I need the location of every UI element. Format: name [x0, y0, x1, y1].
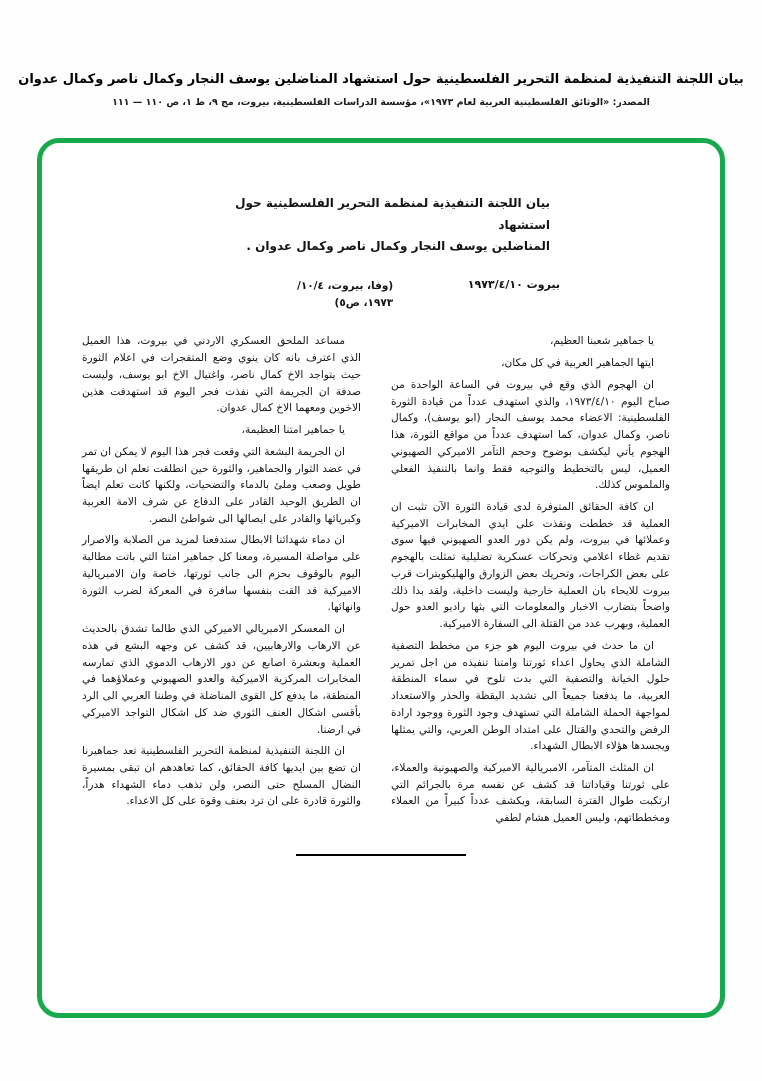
bottom-rule	[296, 854, 466, 856]
paragraph: ان اللجنة التنفيذية لمنظمة التحرير الفلسطينية تعد جماهيرنا ان تضع بين ايديها كافة الحقائق، كما تعاهدهم ان تبقى بمسيرة النضال المسلح حتى النصر، ولن تذهب دماء الشهداء هدراً، والثورة قادرة على ان ترد بعنف وقوة على كل الاعداء.	[82, 745, 361, 808]
page-title: بيان اللجنة التنفيذية لمنظمة التحرير الفلسطينية حول استشهاد المناضلين يوسف النجار وكمال ناصر وكمال عدوان	[18, 72, 744, 87]
dateline-place-date: بيروت ١٩٧٣/٤/١٠	[467, 277, 560, 291]
paragraph: ان المثلث المتآمر، الامبريالية الاميركية والصهيونية والعملاء، على ثورتنا وقياداتنا قد كشف عن نفسه مرة بالجرائم التي ارتكبت طوال الفترة السابقة، ويكشف عدداً كبيراً من العملاء ومخططاتهم، وليس العميل هشام لطفي	[391, 762, 670, 825]
paragraph: مساعد الملحق العسكري الاردني في بيروت، هذا العميل الذي اعترف بانه كان ينوي وضع المتفجرات في اعلام الثورة حيث يتواجد الاخ كمال ناصر، واغتيال الاخ ابو يوسف، وليست صدفة ان الجريمة التي نفذت فجر اليوم قد استهدفت هذين الاخوين ومعهما الاخ كمال عدوان.	[82, 335, 361, 415]
dateline-agency-line-1: (وفا، بيروت، ١٠/٤/	[297, 279, 394, 292]
dateline-agency-line-2: ١٩٧٣، ص٥)	[334, 296, 394, 309]
paragraph: ان الجريمة البشعة التي وقعت فجر هذا اليوم لا يمكن ان تمر في عضد الثوار والجماهير، والثورة حين انطلقت تعلم ان طريقها طويل وصعب وملئ بالدماء والتضحيات، ولكنها كانت تعلم ايضاً ان الطريق الوحيد القادر على الدفاع عن شرف الامة العربية وكبريائها والقادر على ايصالها الى شواطئ النصر.	[82, 445, 361, 525]
column-right	[391, 333, 670, 832]
paragraph: ان الهجوم الذي وقع في بيروت في الساعة الواحدة من صباح اليوم ١٩٧٣/٤/١٠، والذي استهدف عدداً من قيادة الثورة الفلسطينية: الاعضاء محمد يوسف النجار (ابو يوسف)، وكمال ناصر، وكمال عدوان، كما استهدف عدداً من مواقع الثورة، هذا الهجوم يأتي ليكشف بوضوح وحجم التآمر الاميركي الصهيوني العميل، ليس بالتخطيط والتوجيه فقط وانما بالتنفيذ الفعلي والملموس كذلك.	[391, 378, 670, 492]
source-line: المصدر: «الوثائق الفلسطينية العربية لعام ١٩٧٣»، مؤسسة الدراسات الفلسطينية، بيروت، مج ٩، ط ١، ص ١١٠ — ١١١	[112, 97, 650, 108]
paragraph: يا جماهير شعبنا العظيم،	[549, 335, 654, 348]
paragraph: ان المعسكر الامبريالي الاميركي الذي طالما تشدق بالحديث عن الارهاب والارهابيين، قد كشف عن وجهه البشع في هذه العملية وبعشرة اصابع عن دور الارهاب الدموي الذي تمارسه المخابرات المركزية الاميركية والعدو الصهيوني وعملاؤهما في المنطقة، ما يدفع كل القوى المناضلة في وطننا العربي الى الرد بأقسى اشكال العنف الثوري ضد كل اشكال التواجد الاميركي في ارضنا.	[82, 623, 361, 736]
document-heading-line-1: بيان اللجنة التنفيذية لمنظمة التحرير الفلسطينية حول استشهاد	[235, 196, 550, 232]
paragraph: ان كافة الحقائق المتوفرة لدى قيادة الثورة الآن تثبت ان العملية قد خططت ونفذت على ايدي المخابرات الاميركية وعملائها في بيروت، ولم يكن دور العدو الصهيوني فيها سوى تقديم غطاء اعلامي وتحركات عسكرية تضليلية تمثلت بالهجوم على بعض الكراجات، وتحريك بعض الزوارق والهليكوبترات قرب بيروت للايحاء بان العملية خارجية وليست داخلية، ولقد بدا ذلك واضحاً بتضارب الاخبار والمعلومات التي بثها راديو العدو حول العملية، وبهرب عدد من القتلة الى السفارة الاميركية.	[391, 500, 670, 631]
document-frame	[37, 138, 725, 1018]
document-heading	[220, 193, 550, 258]
dateline	[297, 278, 560, 312]
page-header	[0, 0, 762, 108]
dateline-agency-citation	[297, 278, 393, 312]
document-heading-line-2: المناضلين يوسف النجار وكمال ناصر وكمال عدوان .	[246, 239, 550, 254]
paragraph: ان دماء شهدائنا الابطال ستدفعنا لمزيد من الصلابة والاصرار على مواصلة المسيرة، ومعنا كل جماهير امتنا التي باتت مطالبة اليوم بالوقوف بحزم الى جانب ثورتها، خاصة وان الامبريالية الاميركية قد القت بنفسها سافرة في المعركة لضرب الثورة وانهائها.	[82, 534, 361, 614]
body-columns	[82, 333, 670, 832]
column-left	[82, 333, 361, 832]
paragraph: ان ما حدث في بيروت اليوم هو جزء من مخطط التصفية الشاملة الذي يحاول اعداء ثورتنا وامتنا تنفيذه من اجل تمرير حلول الخيانة والتصفية التي بدت تلوح في سماء المنطقة العربية، ما يدفعنا جميعاً الى تشديد اليقظة والحذر والاستعداد لمواجهة الحملة الشاملة التي تستهدف وجود الثورة ووجود ارادة الرفض والتحدي والقتال على امتداد الوطن العربي، والتي يمثلها ويجسدها هؤلاء الابطال الشهداء.	[391, 639, 670, 753]
paragraph: يا جماهير امتنا العظيمة،	[241, 424, 345, 437]
paragraph: ايتها الجماهير العربية في كل مكان،	[501, 357, 654, 370]
